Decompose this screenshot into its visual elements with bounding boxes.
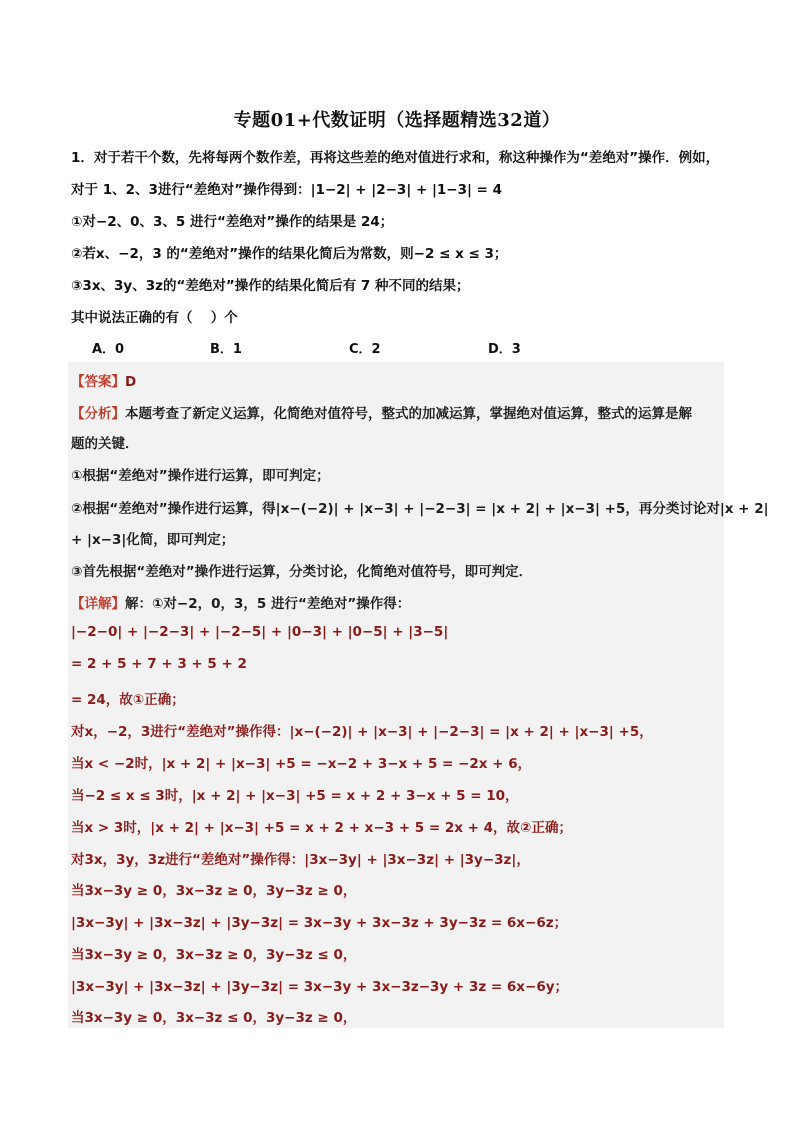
- detail-line: 对3x，3y，3z进行“差绝对”操作得：|3x−3y| + |3x−3z| + |3y−3z|，: [71, 852, 530, 868]
- answer-value: D: [125, 374, 137, 390]
- analysis-tag: 【分析】: [71, 406, 125, 422]
- question-line: 其中说法正确的有（ ）个: [71, 310, 238, 326]
- detail-line: = 2 + 5 + 7 + 3 + 5 + 2: [71, 656, 247, 672]
- option-d: D．3: [488, 342, 521, 357]
- answer-section: [68, 362, 769, 1028]
- analysis-line: ②根据“差绝对”操作进行运算，得|x−(−2)| + |x−3| + |−2−3| = |x + 2| + |x−3| +5，再分类讨论对|x + 2|: [71, 501, 769, 517]
- detail-line: 当3x−3y ≥ 0，3x−3z ≥ 0，3y−3z ≤ 0，: [71, 947, 357, 963]
- question-line: ③3x、3y、3z的“差绝对”操作的结果化简后有 7 种不同的结果；: [71, 278, 470, 294]
- detail-line: 当−2 ≤ x ≤ 3时，|x + 2| + |x−3| +5 = x + 2 + 3−x + 5 = 10，: [71, 788, 519, 804]
- detail-line: = 24，故①正确；: [71, 692, 185, 708]
- detail-line: 对x，−2，3进行“差绝对”操作得：|x−(−2)| + |x−3| + |−2−3| = |x + 2| + |x−3| +5，: [71, 724, 653, 740]
- option-a: A．0: [92, 342, 125, 357]
- detail-tag: 【详解】: [71, 596, 125, 612]
- page-title: 专题01+代数证明（选择题精选32道）: [233, 110, 561, 131]
- analysis-line: + |x−3|化简，即可判定；: [71, 532, 235, 548]
- analysis-line: 【分析】本题考查了新定义运算，化简绝对值符号，整式的加减运算，掌握绝对值运算，整式的运算是解: [71, 406, 692, 422]
- detail-line: |3x−3y| + |3x−3z| + |3y−3z| = 3x−3y + 3x−3z−3y + 3z = 6x−6y；: [71, 979, 569, 995]
- option-b: B．1: [210, 342, 242, 357]
- detail-line: |−2−0| + |−2−3| + |−2−5| + |0−3| + |0−5| + |3−5|: [71, 624, 449, 640]
- analysis-line: ①根据“差绝对”操作进行运算，即可判定；: [71, 468, 330, 484]
- detail-line: |3x−3y| + |3x−3z| + |3y−3z| = 3x−3y + 3x−3z + 3y−3z = 6x−6z；: [71, 915, 568, 931]
- question-line: ①对−2、0、3、5 进行“差绝对”操作的结果是 24；: [71, 214, 394, 230]
- detail-line: 当3x−3y ≥ 0，3x−3z ≤ 0，3y−3z ≥ 0，: [71, 1010, 357, 1026]
- detail-line: 【详解】解：①对−2，0，3，5 进行“差绝对”操作得：: [71, 596, 411, 612]
- analysis-line: ③首先根据“差绝对”操作进行运算，分类讨论，化简绝对值符号，即可判定．: [71, 564, 533, 580]
- answer-line: [71, 370, 136, 390]
- question-line: ②若x、−2，3 的“差绝对”操作的结果化简后为常数，则−2 ≤ x ≤ 3；: [71, 246, 508, 262]
- detail-line: 当x < −2时，|x + 2| + |x−3| +5 = −x−2 + 3−x + 5 = −2x + 6，: [71, 756, 532, 772]
- option-c: C．2: [349, 342, 381, 357]
- analysis-line: 题的关键．: [71, 436, 139, 452]
- question-line: 1．对于若干个数，先将每两个数作差，再将这些差的绝对值进行求和，称这种操作为“差绝对”操作．例如，: [71, 150, 720, 166]
- answer-tag: 【答案】: [71, 374, 125, 390]
- detail-line: 当3x−3y ≥ 0，3x−3z ≥ 0，3y−3z ≥ 0，: [71, 883, 357, 899]
- question-line: 对于 1、2、3进行“差绝对”操作得到：|1−2| + |2−3| + |1−3| = 4: [71, 182, 503, 198]
- detail-line: 当x > 3时，|x + 2| + |x−3| +5 = x + 2 + x−3 + 5 = 2x + 4，故②正确；: [71, 820, 572, 836]
